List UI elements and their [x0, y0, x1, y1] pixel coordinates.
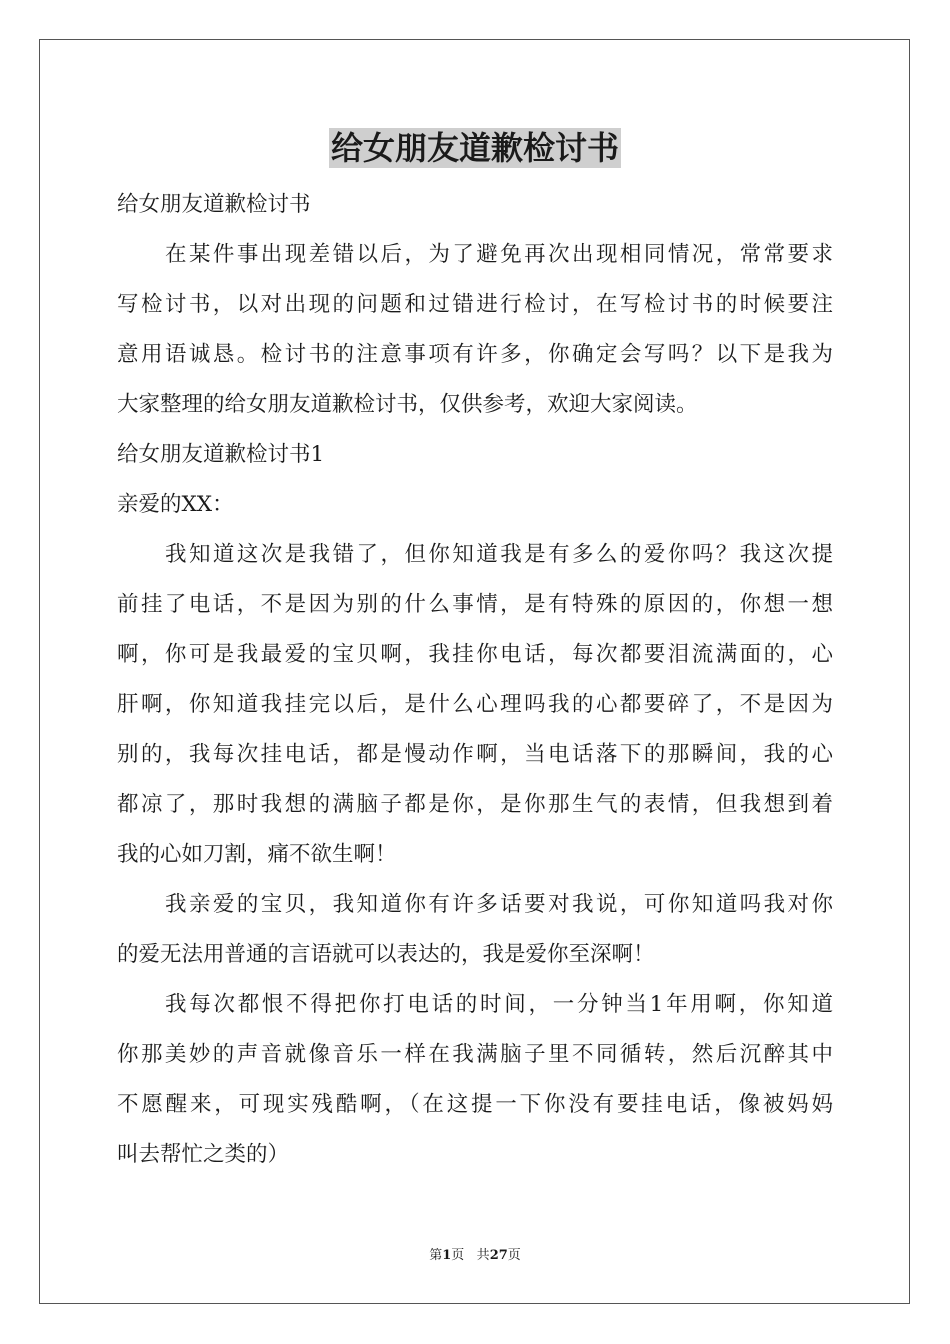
paragraph3-line: 我每次都恨不得把你打电话的时间，一分钟当1年用啊，你知道 [165, 992, 833, 1017]
page-footer [0, 1247, 950, 1265]
document-body [117, 180, 833, 1180]
paragraph2-line: 的爱无法用普通的言语就可以表达的，我是爱你至深啊！ [117, 942, 655, 967]
document-title-text: 给女朋友道歉检讨书 [330, 129, 619, 167]
paragraph1-line: 啊，你可是我最爱的宝贝啊，我挂你电话，每次都要泪流满面的，心 [117, 642, 833, 667]
page-prefix: 第 [429, 1248, 443, 1263]
paragraph3-line: 你那美妙的声音就像音乐一样在我满脑子里不同循转，然后沉醉其中 [117, 1042, 833, 1067]
total-prefix: 共 [476, 1248, 490, 1263]
page-suffix: 页 [451, 1248, 465, 1263]
salutation: 亲爱的XX： [117, 492, 234, 517]
paragraph3-line: 叫去帮忙之类的） [117, 1142, 290, 1167]
paragraph3-line: 不愿醒来，可现实残酷啊，（在这提一下你没有要挂电话，像被妈妈 [117, 1092, 833, 1117]
intro-line: 在某件事出现差错以后，为了避免再次出现相同情况，常常要求 [165, 242, 833, 267]
paragraph1-line: 前挂了电话，不是因为别的什么事情，是有特殊的原因的，你想一想 [117, 592, 833, 617]
document-subtitle: 给女朋友道歉检讨书 [117, 192, 311, 217]
paragraph1-line: 别的，我每次挂电话，都是慢动作啊，当电话落下的那瞬间，我的心 [117, 742, 833, 767]
intro-line: 意用语诚恳。检讨书的注意事项有许多，你确定会写吗？以下是我为 [117, 342, 833, 367]
paragraph1-line: 都凉了，那时我想的满脑子都是你，是你那生气的表情，但我想到着 [117, 792, 833, 817]
document-title [0, 128, 950, 168]
paragraph1-line: 肝啊，你知道我挂完以后，是什么心理吗我的心都要碎了，不是因为 [117, 692, 833, 717]
total-suffix: 页 [507, 1248, 521, 1263]
page-number: 1 [442, 1248, 452, 1263]
intro-line: 写检讨书，以对出现的问题和过错进行检讨，在写检讨书的时候要注 [117, 292, 833, 317]
section-heading: 给女朋友道歉检讨书1 [117, 442, 325, 467]
total-pages: 27 [489, 1248, 508, 1263]
intro-line: 大家整理的给女朋友道歉检讨书，仅供参考，欢迎大家阅读。 [117, 392, 698, 417]
paragraph1-line: 我知道这次是我错了，但你知道我是有多么的爱你吗？我这次提 [165, 542, 833, 567]
paragraph1-line: 我的心如刀割，痛不欲生啊！ [117, 842, 397, 867]
paragraph2-line: 我亲爱的宝贝，我知道你有许多话要对我说，可你知道吗我对你 [165, 892, 833, 917]
